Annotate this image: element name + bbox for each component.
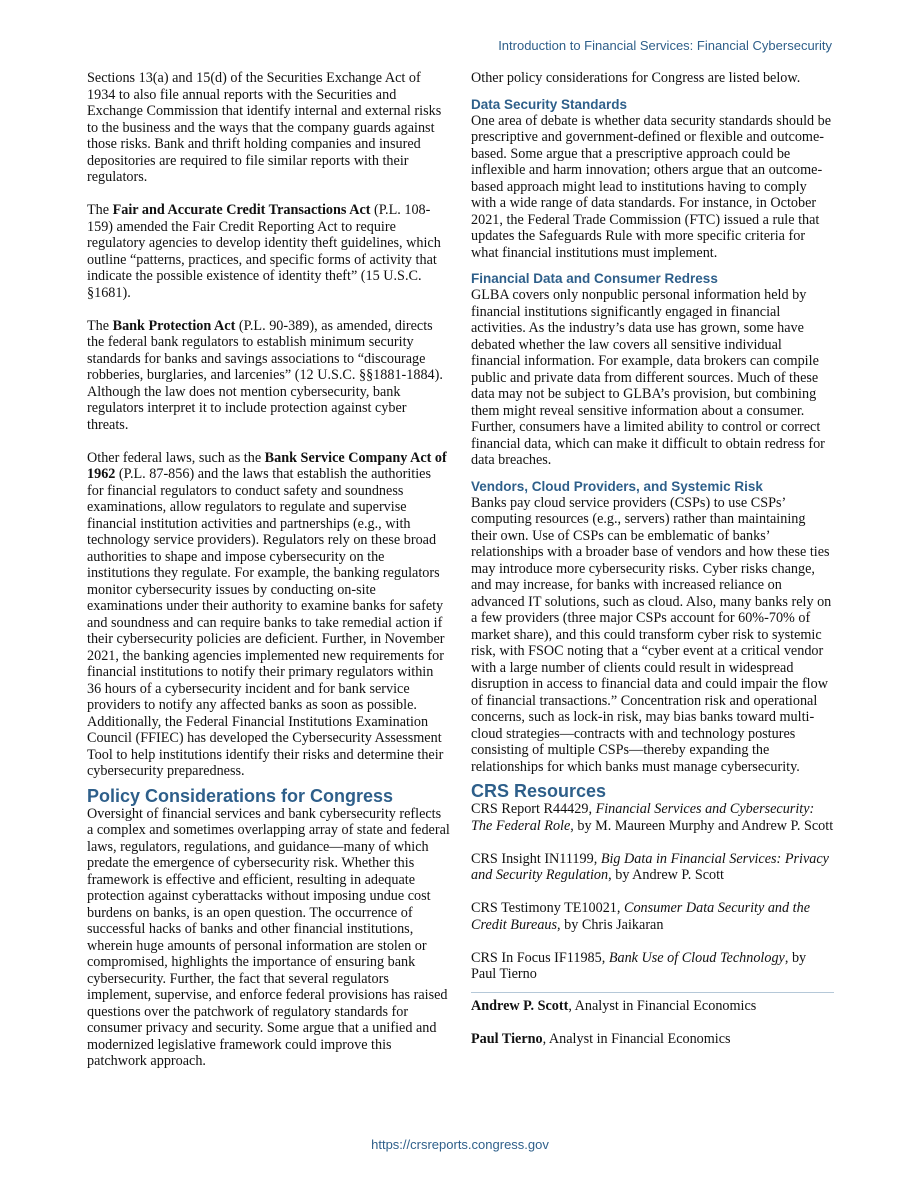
left-column xyxy=(87,70,450,1086)
heading-data-security: Data Security Standards xyxy=(471,96,628,112)
paragraph-intro: Other policy considerations for Congress are listed below. xyxy=(471,70,801,86)
author-line: Andrew P. Scott, Analyst in Financial Economics xyxy=(471,997,757,1014)
bank-service-bold: Bank Service Company Act of 1962 xyxy=(87,449,447,482)
author-name: Andrew P. Scott xyxy=(471,997,569,1014)
resource-title: Financial Services and Cybersecurity: The Federal Role xyxy=(471,801,815,834)
author-name: Paul Tierno xyxy=(471,1030,543,1047)
resource-item: CRS Report R44429, Financial Services and Cybersecurity: The Federal Role, by M. Maureen Murphy and Andrew P. Scott xyxy=(471,801,834,834)
paragraph-bank-protection-act: The Bank Protection Act (P.L. 90-389), as amended, directs the federal bank regulators to establish minimum security standards for banks and savings associations to “discourage robberies, burglaries, and larcenies” (12 U.S.C. §§1881-1884). Although the law does not mention cybersecurity, bank regulators interpret it to include protection against cyber threats. xyxy=(87,317,443,433)
heading-financial-data: Financial Data and Consumer Redress xyxy=(471,271,718,286)
footer-url[interactable]: https://crsreports.congress.gov xyxy=(371,1137,549,1152)
paragraph-data-security: One area of debate is whether data security standards should be prescriptive and government-defined or flexible and outcome-based. Some argue that a prescriptive approach could be inflexible and harm innovation; others argue that an outcome-based approach might lead to institutions having to comply with a wide range of data standards. For instance, in October 2021, the Federal Trade Commission (FTC) issued a rule that updates the Safeguards Rule with more specific criteria for what financial institutions must implement. xyxy=(471,112,832,261)
right-column xyxy=(471,70,834,1064)
resource-title: Consumer Data Security and the Credit Bureaus xyxy=(471,900,810,933)
paragraph-bank-service-company-act: Other federal laws, such as the Bank Service Company Act of 1962 (P.L. 87-856) and the laws that establish the authorities for financial regulators to conduct safety and soundness examinations, allow regulators to regulate and supervise financial institution activities and partnerships (e.g., with technology service providers). Regulators rely on these broad authorities to shape and impose cybersecurity on the institutions they regulate. For example, the banking regulators monitor cybersecurity issues by conducting on-site examinations under their authority to examine banks for safety and soundness and can require banks to take remedial action if their cybersecurity policies are deficient. Further, in November 2021, the banking agencies implemented new requirements for financial institutions to notify their primary regulators within 36 hours of a cybersecurity incident and for bank service providers to notify any affected banks as soon as possible. Additionally, the Federal Financial Institutions Examination Council (FFIEC) has developed the Cybersecurity Assessment Tool to help institutions identify their risks and determine their cybersecurity preparedness. xyxy=(87,449,447,779)
resource-item: CRS Testimony TE10021, Consumer Data Security and the Credit Bureaus, by Chris Jaikaran xyxy=(471,900,810,933)
resource-item: CRS Insight IN11199, Big Data in Financial Services: Privacy and Security Regulation, by Andrew P. Scott xyxy=(471,850,829,883)
author-divider xyxy=(471,992,834,993)
crs-resources-heading: CRS Resources xyxy=(471,781,607,801)
facta-bold: Fair and Accurate Credit Transactions Act xyxy=(112,202,371,218)
heading-vendors: Vendors, Cloud Providers, and Systemic Risk xyxy=(471,478,763,494)
paragraph-financial-data: GLBA covers only nonpublic personal information held by financial institutions significantly engaged in financial activities. As the industry’s data use has grown, some have debated whether the law covers all sensitive individual financial information. For example, data brokers can compile public and private data from different sources. Much of these data may not be subject to GLBA’s provision, but combining them might reveal sensitive information about a consumer. Further, consumers have a limited ability to control or correct financial data, which can make it difficult to obtain redress for data breaches. xyxy=(471,287,825,468)
paragraph-vendors: Banks pay cloud service providers (CSPs) to use CSPs’ computing resources (e.g., servers) rather than maintaining their own. Use of CSPs can be emblematic of banks’ relationships with a broader base of vendors and how these ties may introduce more cybersecurity risks. Cyber risks change, and may increase, for banks with increased reliance on advanced IT solutions, such as cloud. Also, many banks rely on a few providers (three major CSPs account for 60%-70% of market share), and this could transform cyber risk to systemic risk, with FSOC noting that a “cyber event at a critical vendor with a large number of clients could result in widespread disruption in access to financial data and could impair the flow of financial transactions.” Concentration risk and operational concerns, such as lock-in risk, may bias banks toward multi-cloud strategies—contracts with and technology postures consisting of multiple CSPs—thereby expanding the relationships for which banks must manage cybersecurity. xyxy=(471,494,832,775)
resource-title: Big Data in Financial Services: Privacy and Security Regulation xyxy=(471,850,829,883)
paragraph-policy: Oversight of financial services and bank cybersecurity reflects a complex and sometimes overlapping array of state and federal laws, regulators, regulations, and guidance—many of which predate the emergence of cybersecurity risk. Whether this framework is effective and efficient, resulting in adequate protection against cyberattacks without imposing undue cost burdens on banks, is an open question. The occurrence of successful hacks of banks and other financial institutions, wherein huge amounts of personal information are stolen or compromised, highlights the importance of ensuring bank cybersecurity. Further, the fact that several regulators implement, supervise, and enforce federal provisions has raised questions over the patchwork of regulatory standards for consumer privacy and security. Some argue that a unified and modernized legislative framework could improve this patchwork approach. xyxy=(87,805,450,1069)
bank-protection-bold: Bank Protection Act xyxy=(112,317,236,334)
resource-item: CRS In Focus IF11985, Bank Use of Cloud Technology, by Paul Tierno xyxy=(471,949,807,982)
resource-title: Bank Use of Cloud Technology xyxy=(608,949,785,966)
policy-heading: Policy Considerations for Congress xyxy=(87,785,394,806)
paragraph-exchange-act: Sections 13(a) and 15(d) of the Securities Exchange Act of 1934 to also file annual reports with the Securities and Exchange Commission that identify internal and external risks to the business and the ways that the company guards against those risks. Bank and thrift holding companies and insured depositories are required to file similar reports with their regulators. xyxy=(87,70,442,185)
running-header: Introduction to Financial Services: Financial Cybersecurity xyxy=(498,38,832,53)
author-line: Paul Tierno, Analyst in Financial Economics xyxy=(471,1030,731,1047)
paragraph-facta: The Fair and Accurate Credit Transactions Act (P.L. 108-159) amended the Fair Credit Reporting Act to require regulatory agencies to develop identity theft guidelines, which outline “patterns, practices, and specific forms of activity that indicate the possible existence of identity theft” (15 U.S.C. §1681). xyxy=(87,202,441,301)
